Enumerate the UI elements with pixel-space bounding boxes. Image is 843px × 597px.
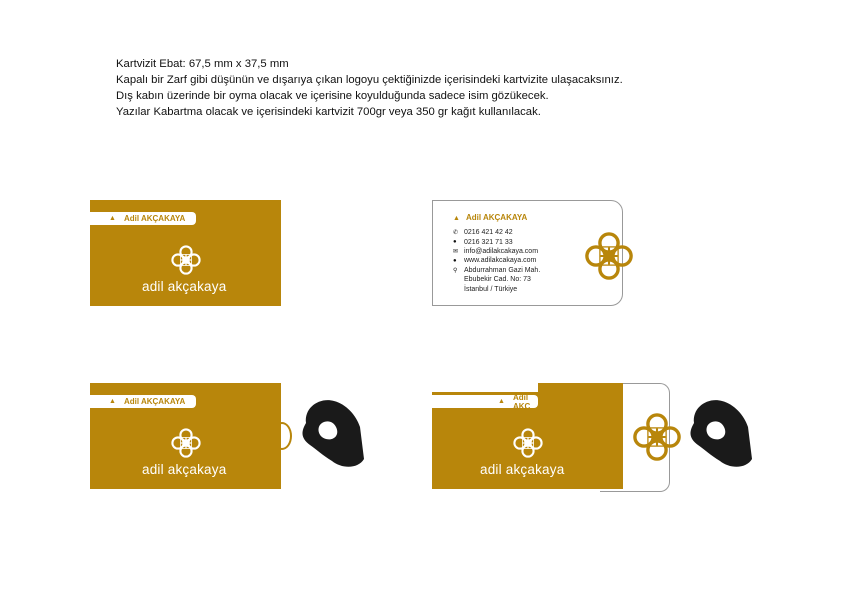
spec-line-size: Kartvizit Ebat: 67,5 mm x 37,5 mm bbox=[116, 58, 289, 70]
flower-monogram-logo bbox=[170, 427, 202, 459]
back-name: Adil AKÇAKAYA bbox=[465, 213, 528, 222]
flower-monogram-logo bbox=[583, 230, 635, 282]
location-icon: ⚲ bbox=[453, 267, 458, 274]
card-name: Adil AKÇAKAYA bbox=[123, 214, 186, 223]
spec-notes bbox=[116, 56, 816, 120]
address-line: İstanbul / Türkiye bbox=[464, 285, 518, 293]
name-strip-pulled bbox=[432, 392, 538, 411]
mobile-icon: ● bbox=[453, 239, 457, 246]
contact-row: ⚲ Abdurrahman Gazi Mah. bbox=[453, 266, 541, 274]
triangle-person-icon: ▲ bbox=[109, 215, 116, 222]
card-front bbox=[90, 200, 281, 306]
flower-monogram-logo bbox=[631, 411, 683, 463]
address-line: Ebubekir Cad. No: 73 bbox=[464, 276, 531, 284]
contact-list bbox=[453, 228, 540, 294]
contact-row: ✉ info@adilakcakaya.com bbox=[453, 247, 539, 255]
flower-monogram-logo bbox=[512, 427, 544, 459]
name-strip bbox=[90, 395, 196, 408]
hand-pinch-icon bbox=[296, 393, 368, 473]
web-icon: ● bbox=[453, 257, 457, 264]
triangle-person-icon: ▲ bbox=[109, 398, 116, 405]
triangle-person-icon: ▲ bbox=[498, 398, 505, 405]
contact-row: ✆ 0216 421 42 42 bbox=[453, 229, 513, 237]
envelope-closed bbox=[90, 383, 281, 489]
card-back bbox=[432, 200, 623, 306]
contact-row: ● www.adilakcakaya.com bbox=[453, 257, 537, 265]
phone-icon: ✆ bbox=[453, 230, 459, 237]
card-name: Adil AKÇAKAYA bbox=[123, 397, 186, 406]
envelope-open bbox=[432, 383, 623, 489]
spec-line-envelope: Kapalı bir Zarf gibi düşünün ve dışarıya çıkan logoyu çektiğinizde içerisindeki kartvizite ulaşacaksınız. bbox=[116, 74, 623, 86]
brand-name: adil akçakaya bbox=[480, 462, 565, 477]
cutout-top bbox=[432, 383, 538, 392]
brand-name: adil akçakaya bbox=[142, 462, 227, 477]
pulled-name: Adil AKÇ bbox=[512, 392, 531, 411]
triangle-person-icon: ▲ bbox=[453, 215, 460, 222]
flower-monogram-logo bbox=[170, 244, 202, 276]
back-name-line bbox=[453, 213, 527, 222]
name-strip bbox=[90, 212, 196, 225]
spec-line-cutout: Dış kabın üzerinde bir oyma olacak ve içerisine koyulduğunda sadece isim gözükecek. bbox=[116, 90, 549, 102]
brand-name: adil akçakaya bbox=[142, 279, 227, 294]
spec-line-paper: Yazılar Kabartma olacak ve içerisindeki kartvizit 700gr veya 350 gr kağıt kullanılacak. bbox=[116, 106, 541, 118]
mail-icon: ✉ bbox=[453, 248, 459, 255]
contact-row: ● 0216 321 71 33 bbox=[453, 238, 513, 246]
hand-pinch-icon bbox=[684, 393, 756, 473]
